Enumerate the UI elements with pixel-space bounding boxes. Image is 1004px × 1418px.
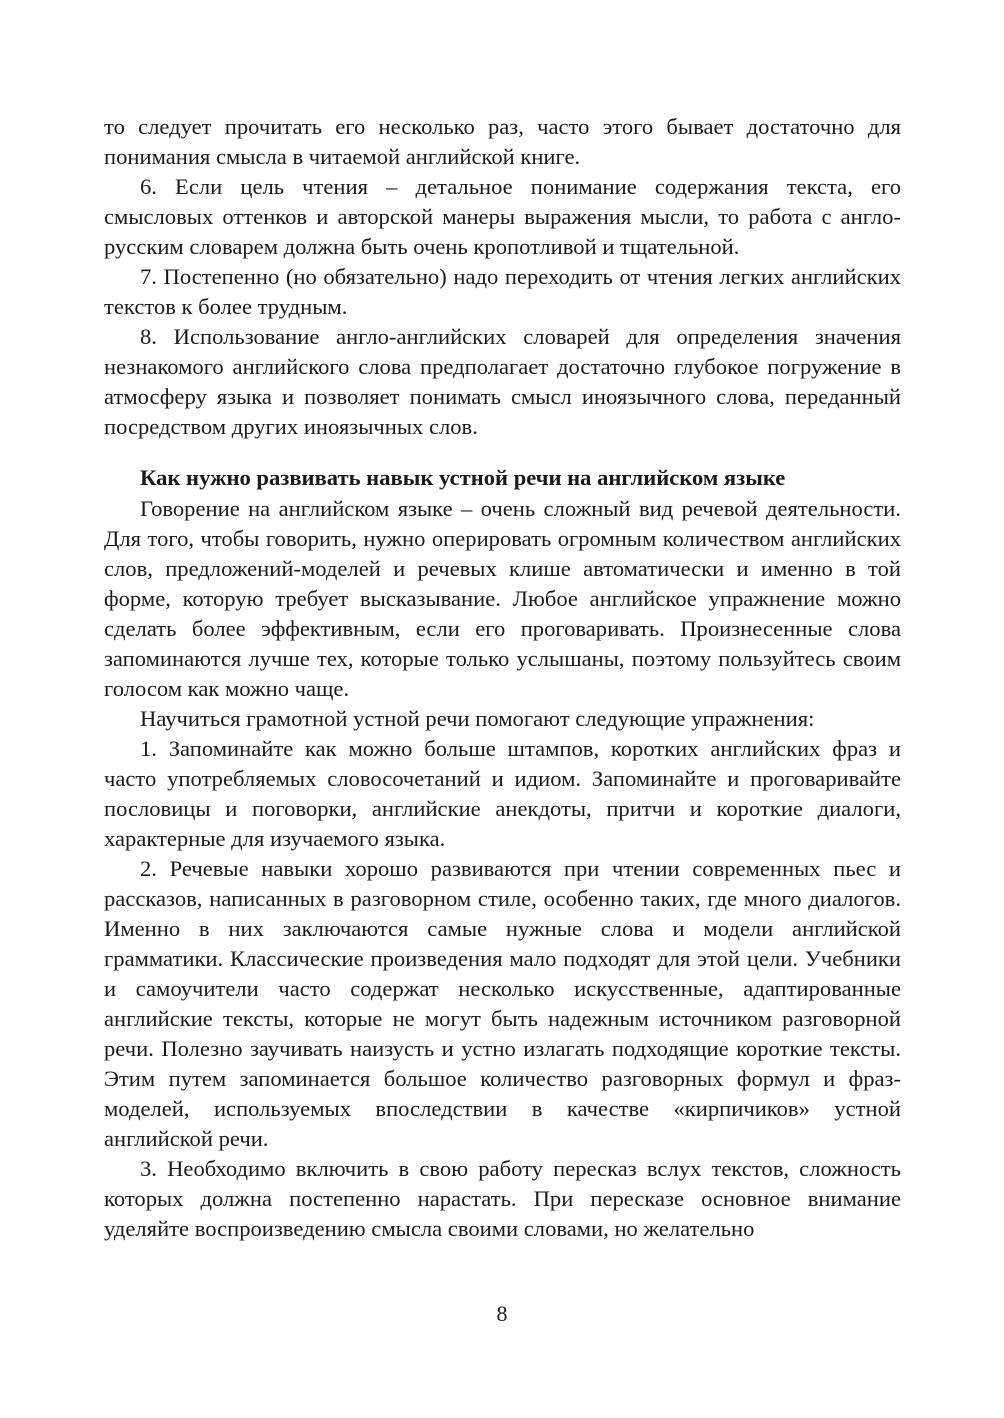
paragraph-speaking-intro: Говорение на английском языке – очень сложный вид речевой деятельности. Для того, чтобы говорить, нужно оперировать огромным количеством английских слов, предложений-моделей и речевых клише автоматически и именно в той форме, которую требует высказывание. Любое английское упражнение можно сделать более эффективным, если его проговаривать. Произнесенные слова запоминаются лучше тех, которые только услышаны, поэтому пользуйтесь своим голосом как можно чаще. xyxy=(104,496,901,701)
section-heading: Как нужно развивать навык устной речи на английском языке xyxy=(140,465,786,490)
paragraph-exercise-3: 3. Необходимо включить в свою работу пересказ вслух текстов, сложность которых должна постепенно нарастать. При пересказе основное внимание уделяйте воспроизведению смысла своими словами, но желательно xyxy=(104,1156,901,1241)
paragraph-item-7: 7. Постепенно (но обязательно) надо переходить от чтения легких английских текстов к более трудным. xyxy=(104,264,901,319)
paragraph-continuation: то следует прочитать его несколько раз, часто этого бывает достаточно для понимания смысла в читаемой английской книге. xyxy=(104,114,901,169)
paragraph-exercise-2: 2. Речевые навыки хорошо развиваются при чтении современных пьес и рассказов, написанных в разговорном стиле, особенно таких, где много диалогов. Именно в них заключаются самые нужные слова и модели английской грамматики. Классические произведения мало подходят для этой цели. Учебники и самоучители часто содержат несколько искусственные, адаптированные английские тексты, которые не могут быть надежным источником разговорной речи. Полезно заучивать наизусть и устно излагать подходящие короткие тексты. Этим путем запоминается большое количество разговорных формул и фраз-моделей, используемых впоследствии в качестве «кирпичиков» устной английской речи. xyxy=(104,856,901,1151)
page-body xyxy=(104,112,901,1244)
paragraph-item-6: 6. Если цель чтения – детальное понимание содержания текста, его смысловых оттенков и авторской манеры выражения мысли, то работа с англо-русским словарем должна быть очень кропотливой и тщательной. xyxy=(104,174,901,259)
paragraph-exercise-1: 1. Запоминайте как можно больше штампов, коротких английских фраз и часто употребляемых словосочетаний и идиом. Запоминайте и проговаривайте пословицы и поговорки, английские анекдоты, притчи и короткие диалоги, характерные для изучаемого языка. xyxy=(104,736,901,851)
paragraph-item-8: 8. Использование англо-английских словарей для определения значения незнакомого английского слова предполагает достаточно глубокое погружение в атмосферу языка и позволяет понимать смысл иноязычного слова, переданный посредством других иноязычных слов. xyxy=(104,324,901,439)
page-number: 8 xyxy=(496,1301,508,1326)
paragraph-exercises-lead: Научиться грамотной устной речи помогают следующие упражнения: xyxy=(140,706,815,731)
